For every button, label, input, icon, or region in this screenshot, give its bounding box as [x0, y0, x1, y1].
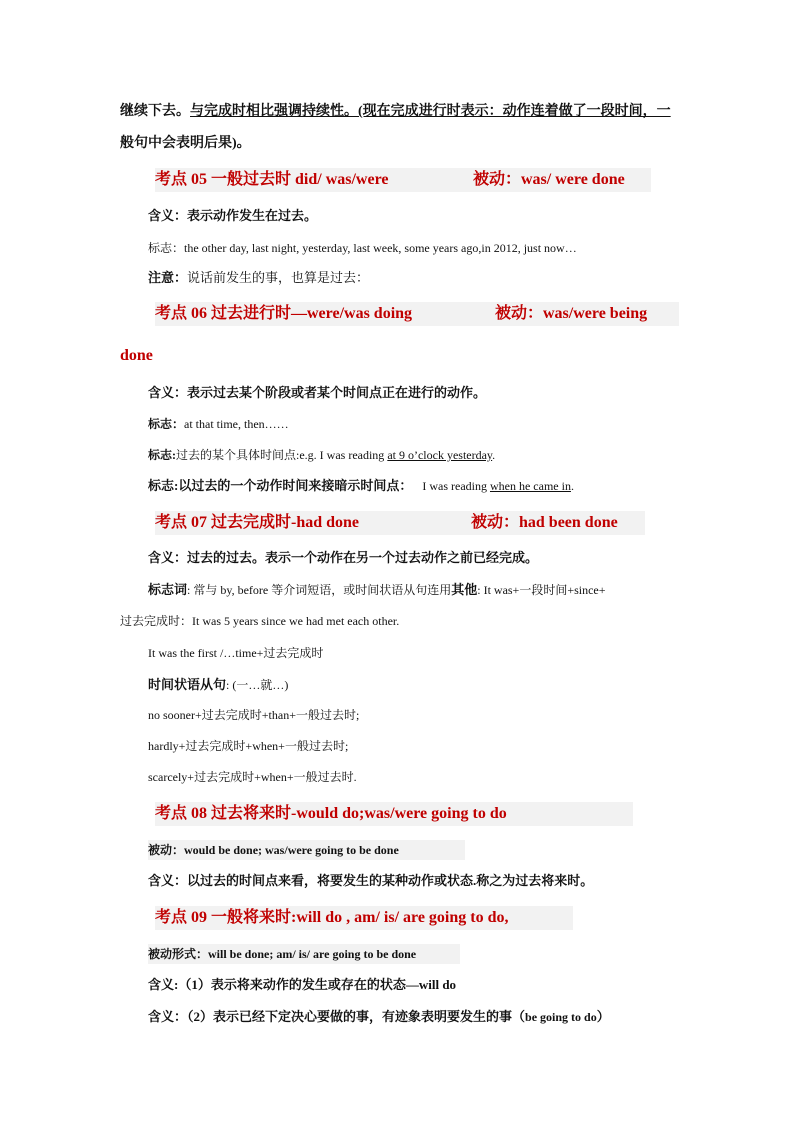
intro-text: 继续下去。: [120, 104, 190, 119]
heading-k09-title: 考点 09 一般将来时:will do , am/ is/ are going to do,: [155, 909, 509, 926]
label: 含义：: [148, 208, 188, 223]
label: 时间状语从句: [148, 677, 227, 692]
label: 标志:以过去的一个动作时间来接暗示时间点：: [148, 478, 413, 493]
heading-k06-title: 考点 06 过去进行时—were/was doing: [155, 305, 413, 322]
text: 以过去的时间点来看，将要发生的某种动作或状态.称之为过去将来时。: [187, 873, 594, 888]
heading-k07-passive: 被动：had been done: [471, 514, 618, 531]
text: at that time, then……: [184, 417, 289, 431]
bold-text: 其他: [451, 582, 478, 597]
end: .: [492, 448, 496, 462]
label: 含义：: [148, 550, 188, 565]
k07-clause: [148, 675, 288, 695]
text: the other day, last night, yesterday, last week, some years ago,in 2012, just now…: [184, 241, 577, 255]
intro-text-end: 般句中会表明后果)。: [120, 136, 251, 151]
label: 含义：: [148, 385, 188, 400]
heading-k06-passive: 被动：was/were being: [495, 305, 648, 322]
intro-underlined: 与完成时相比强调持续性: [190, 104, 344, 119]
text: : (一…就…): [226, 678, 289, 692]
k06-sign-1: [148, 414, 289, 434]
label: 标志：: [148, 417, 185, 431]
heading-k05-title: 考点 05 一般过去时 did/ was/were: [155, 171, 389, 188]
text: I was reading: [422, 479, 490, 493]
heading-k08-title: 考点 08 过去将来时-would do;was/were going to do: [155, 805, 507, 822]
label: 标志:: [148, 448, 176, 462]
intro-line-1: [120, 102, 671, 122]
k07-pattern-3: scarcely+过去完成时+when+一般过去时.: [148, 770, 357, 784]
underlined: at 9 o’clock yesterday: [387, 448, 493, 462]
heading-k06: [155, 302, 679, 326]
text-cont: : It was+一段时间+since+: [477, 583, 606, 597]
k08-meaning: [148, 871, 593, 891]
k07-pattern: It was the first /…time+过去完成时: [148, 646, 324, 660]
k09-meaning-1: [148, 975, 456, 995]
label: 标志：: [148, 241, 185, 255]
label: 含义：: [148, 1009, 188, 1024]
k05-note: [148, 268, 369, 288]
label: 含义:: [148, 977, 179, 992]
k05-meaning: [148, 206, 317, 226]
k06-meaning: [148, 383, 486, 403]
k06-passive-cont: done: [120, 347, 153, 364]
label: 标志词: [148, 582, 188, 597]
text-latin: be going to do: [525, 1010, 597, 1024]
heading-k05-passive: 被动：was/ were done: [473, 171, 625, 188]
intro-line-2: [120, 134, 251, 154]
k07-pattern-1: no sooner+过去完成时+than+一般过去时;: [148, 708, 360, 722]
heading-k07: [155, 511, 645, 535]
intro-text-cont: 。(现在完成进行时表示：动作连着做了一段时间，一: [344, 104, 671, 119]
label: 注意：: [148, 270, 188, 285]
underlined: when he came in: [489, 479, 571, 493]
heading-k05: [155, 168, 651, 192]
heading-k07-title: 考点 07 过去完成时-had done: [155, 514, 360, 531]
text: 过去的某个具体时间点:e.g. I was reading: [176, 448, 388, 462]
label: 含义：: [148, 873, 188, 888]
k05-sign: [148, 238, 577, 258]
text: 表示过去某个阶段或者某个时间点正在进行的动作。: [187, 385, 487, 400]
k07-pattern-2: hardly+过去完成时+when+一般过去时;: [148, 739, 349, 753]
k07-sign-cont: 过去完成时：It was 5 years since we had met each other.: [120, 614, 400, 628]
text: 说话前发生的事，也算是过去：: [187, 270, 370, 285]
text: （2）表示已经下定决心要做的事，有迹象表明要发生的事（: [187, 1009, 526, 1024]
text: : 常与 by, before 等介词短语，或时间状语从句连用: [187, 583, 452, 597]
k07-meaning: [148, 548, 538, 568]
k07-sign: [148, 580, 606, 600]
text: 过去的过去。表示一个动作在另一个过去动作之前已经完成。: [187, 550, 539, 565]
k08-passive: 被动：would be done; was/were going to be done: [148, 840, 465, 860]
text-end: ）: [596, 1009, 610, 1024]
text: 表示动作发生在过去。: [187, 208, 318, 223]
text: （1）表示将来动作的发生或存在的状态—will do: [178, 977, 457, 992]
end: .: [570, 479, 574, 493]
heading-k09: [155, 906, 573, 930]
heading-k08: [155, 802, 633, 826]
k09-passive: 被动形式：will be done; am/ is/ are going to be done: [148, 944, 460, 964]
k06-sign-3: [148, 476, 574, 496]
k06-sign-2: [148, 445, 495, 465]
k09-meaning-2: [148, 1007, 610, 1027]
